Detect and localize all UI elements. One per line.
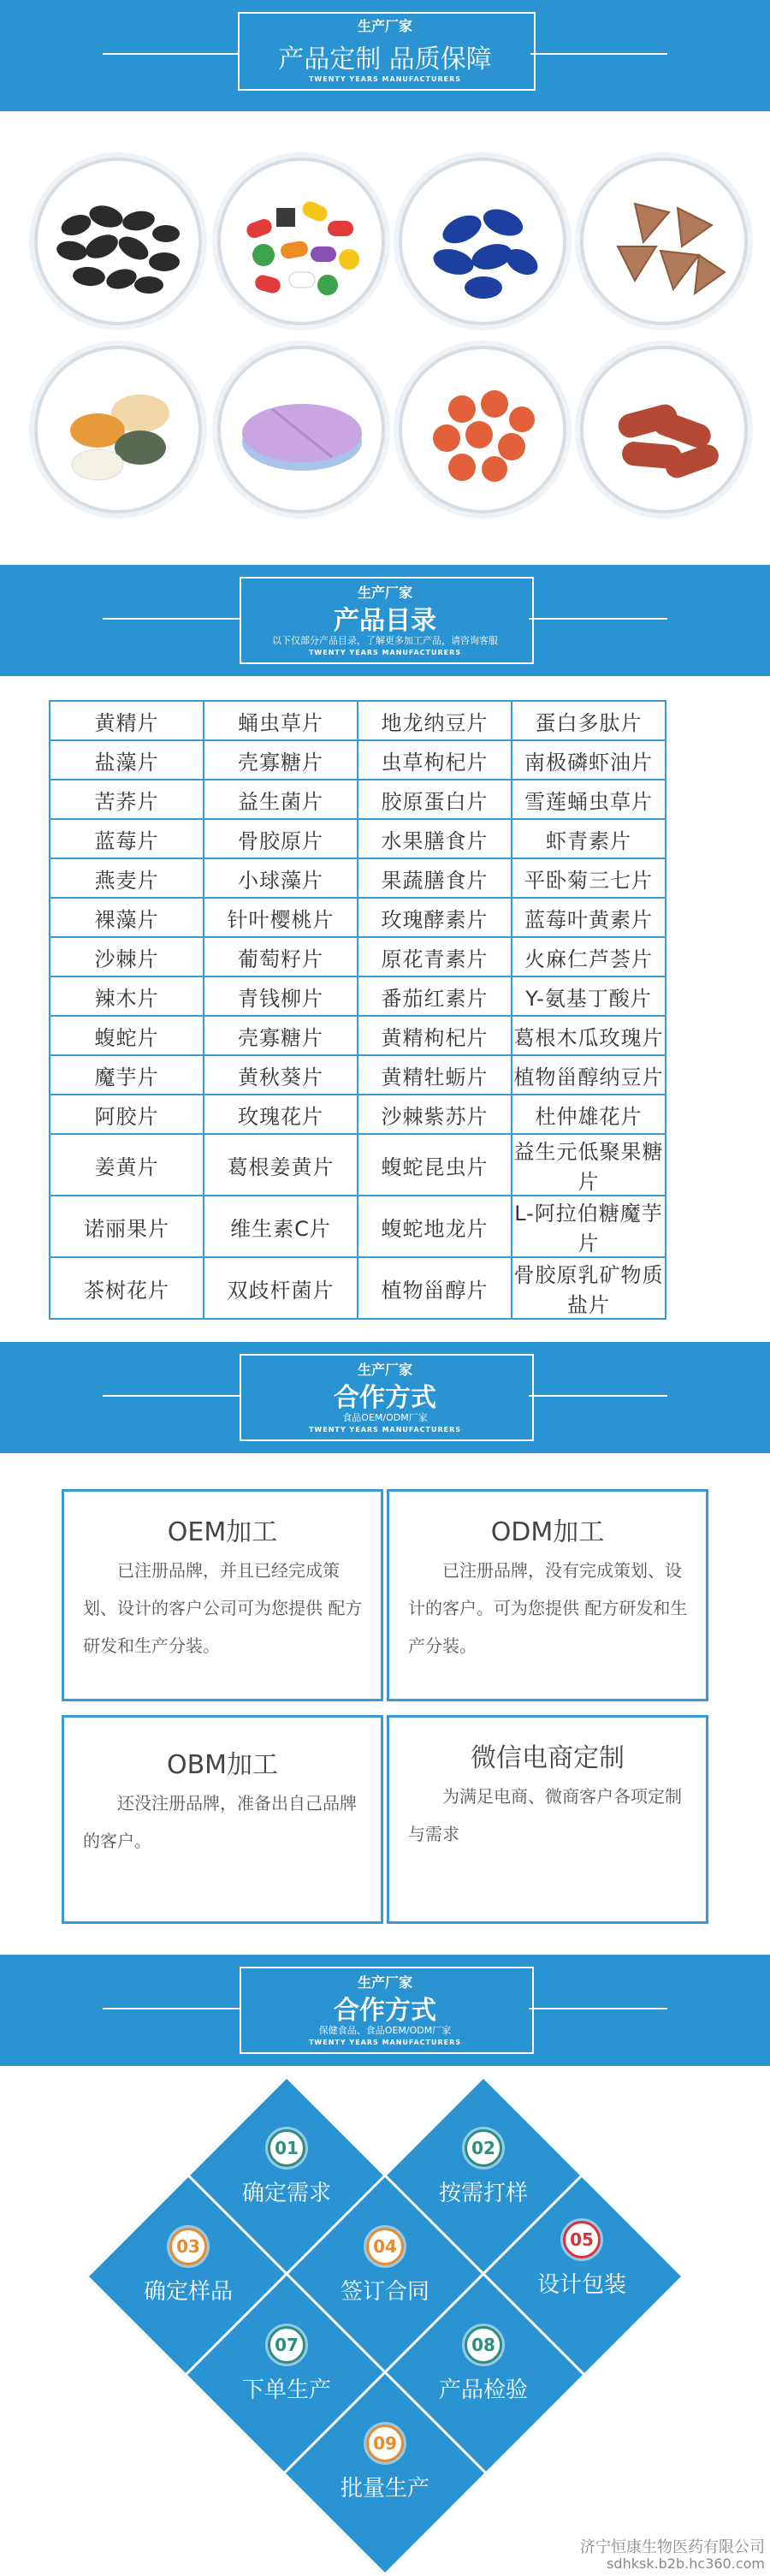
banner-small-title: 生产厂家 <box>357 18 412 34</box>
catalog-item: 蝮蛇昆虫片 <box>358 1134 512 1196</box>
step-number: 08 <box>465 2326 502 2364</box>
footer-site: sdhksk.b2b.hc360.com <box>607 2555 765 2572</box>
catalog-item: 平卧菊三七片 <box>512 858 666 898</box>
step-02 <box>381 2129 586 2207</box>
banner-small-title: 生产厂家 <box>357 1974 412 1991</box>
banner-english: TWENTY YEARS MANUFACTURERS <box>308 2039 462 2046</box>
catalog-item: 姜黄片 <box>50 1134 204 1196</box>
coop-desc: 已注册品牌，没有完成策划、设计的客户。可为您提供 配方研发和生产分装。 <box>408 1560 688 1656</box>
product-image-triangle-tablets <box>580 157 748 325</box>
catalog-item: 胶原蛋白片 <box>358 780 512 819</box>
step-05 <box>479 2221 684 2299</box>
catalog-item: 水果膳食片 <box>358 819 512 858</box>
catalog-item: 玫瑰酵素片 <box>358 898 512 937</box>
banner-english: TWENTY YEARS MANUFACTURERS <box>308 649 462 656</box>
catalog-item: 茶树花片 <box>50 1257 204 1319</box>
catalog-item: 杜仲雄花片 <box>512 1095 666 1134</box>
step-label: 下单生产 <box>241 2377 331 2403</box>
catalog-item: 地龙纳豆片 <box>358 701 512 740</box>
catalog-row <box>50 780 666 819</box>
step-label: 设计包装 <box>536 2272 626 2298</box>
catalog-row <box>50 1196 666 1257</box>
step-07 <box>184 2326 389 2404</box>
catalog-item: 虫草枸杞片 <box>358 740 512 780</box>
coop-box-obm <box>62 1715 383 1924</box>
banner-english: TWENTY YEARS MANUFACTURERS <box>308 75 462 83</box>
catalog-item: 植物甾醇纳豆片 <box>512 1055 666 1095</box>
catalog-item: 骨胶原乳矿物质盐片 <box>512 1257 666 1319</box>
catalog-item: 黄秋葵片 <box>204 1055 358 1095</box>
catalog-item: 葛根木瓜玫瑰片 <box>512 1016 666 1055</box>
coop-box-oem <box>62 1489 383 1701</box>
step-number: 01 <box>268 2129 305 2167</box>
catalog-item: 原花青素片 <box>358 937 512 976</box>
step-number: 03 <box>169 2228 207 2265</box>
catalog-row <box>50 1055 666 1095</box>
banner-big-title: 产品目录 <box>334 606 436 636</box>
product-image-brown-tablets <box>580 346 748 513</box>
catalog-item: 植物甾醇片 <box>358 1257 512 1319</box>
catalog-item: 雪莲蛹虫草片 <box>512 780 666 819</box>
banner-small-title: 生产厂家 <box>357 585 412 601</box>
step-number: 07 <box>268 2326 305 2364</box>
step-label: 产品检验 <box>438 2377 528 2403</box>
catalog-item: 维生素C片 <box>204 1196 358 1257</box>
catalog-item: 壳寡糖片 <box>204 1016 358 1055</box>
process-diagram <box>0 2071 770 2550</box>
catalog-item: 辣木片 <box>50 976 204 1016</box>
catalog-item: 壳寡糖片 <box>204 740 358 780</box>
catalog-item: 蛋白多肽片 <box>512 701 666 740</box>
step-03 <box>86 2228 291 2306</box>
catalog-item: 葡萄籽片 <box>204 937 358 976</box>
catalog-item: 燕麦片 <box>50 858 204 898</box>
catalog-row <box>50 1257 666 1319</box>
catalog-item: 裸藻片 <box>50 898 204 937</box>
banner-subtitle: 以下仅部分产品目录，了解更多加工产品，请咨询客服 <box>272 635 498 646</box>
banner-quality <box>0 0 770 111</box>
step-number: 04 <box>366 2228 404 2265</box>
step-number: 05 <box>563 2221 601 2258</box>
catalog-item: 骨胶原片 <box>204 819 358 858</box>
catalog-item: 蓝莓叶黄素片 <box>512 898 666 937</box>
coop-title: OBM加工 <box>166 1750 279 1780</box>
catalog-item: 沙棘紫苏片 <box>358 1095 512 1134</box>
catalog-item: 番茄红素片 <box>358 976 512 1016</box>
product-image-orange-tablets <box>399 346 566 513</box>
banner-big-title: 合作方式 <box>334 1383 436 1413</box>
banner-cooperation <box>0 1342 770 1453</box>
catalog-row <box>50 1134 666 1196</box>
banner-big-title: 产品定制 品质保障 <box>278 45 492 74</box>
coop-title: ODM加工 <box>490 1517 605 1547</box>
step-label: 确定样品 <box>143 2279 233 2305</box>
catalog-item: 青钱柳片 <box>204 976 358 1016</box>
catalog-row <box>50 858 666 898</box>
banner-process <box>0 1955 770 2066</box>
coop-title: 微信电商定制 <box>471 1743 625 1773</box>
product-catalog-table <box>49 700 666 1320</box>
step-number: 02 <box>465 2129 502 2167</box>
product-image-mixed-tablets <box>34 346 202 513</box>
coop-box-wechat <box>387 1715 708 1924</box>
step-01 <box>184 2129 389 2207</box>
step-label: 批量生产 <box>340 2476 429 2502</box>
catalog-item: 南极磷虾油片 <box>512 740 666 780</box>
catalog-item: 双歧杆菌片 <box>204 1257 358 1319</box>
catalog-item: 魔芋片 <box>50 1055 204 1095</box>
coop-desc: 为满足电商、微商客户各项定制与需求 <box>408 1786 682 1844</box>
catalog-item: 诺丽果片 <box>50 1196 204 1257</box>
catalog-item: 葛根姜黄片 <box>204 1134 358 1196</box>
catalog-item: 蝮蛇片 <box>50 1016 204 1055</box>
product-image-purple-tablet <box>217 346 385 513</box>
catalog-item: 盐藻片 <box>50 740 204 780</box>
catalog-item: 益生菌片 <box>204 780 358 819</box>
catalog-item: 蝮蛇地龙片 <box>358 1196 512 1257</box>
banner-catalog <box>0 565 770 676</box>
catalog-row <box>50 976 666 1016</box>
coop-desc: 还没注册品牌，准备出自己品牌的客户。 <box>83 1793 357 1851</box>
catalog-row <box>50 740 666 780</box>
catalog-row <box>50 937 666 976</box>
banner-english: TWENTY YEARS MANUFACTURERS <box>308 1426 462 1433</box>
catalog-item: 小球藻片 <box>204 858 358 898</box>
product-image-black-tablets <box>34 157 202 325</box>
catalog-item: 玫瑰花片 <box>204 1095 358 1134</box>
product-image-blue-tablets <box>399 157 566 325</box>
catalog-row <box>50 701 666 740</box>
catalog-row <box>50 1095 666 1134</box>
catalog-item: L-阿拉伯糖魔芋片 <box>512 1196 666 1257</box>
step-08 <box>381 2326 586 2404</box>
banner-big-title: 合作方式 <box>334 1996 436 2026</box>
catalog-item: 黄精牡蛎片 <box>358 1055 512 1095</box>
catalog-row <box>50 898 666 937</box>
catalog-item: 沙棘片 <box>50 937 204 976</box>
catalog-item: 黄精片 <box>50 701 204 740</box>
catalog-item: 苦荞片 <box>50 780 204 819</box>
step-label: 按需打样 <box>438 2181 528 2206</box>
banner-small-title: 生产厂家 <box>357 1362 412 1378</box>
step-number: 09 <box>366 2425 404 2462</box>
catalog-item: 蓝莓片 <box>50 819 204 858</box>
step-09 <box>282 2425 488 2502</box>
catalog-item: 虾青素片 <box>512 819 666 858</box>
banner-subtitle: 保健食品、食品OEM/ODM厂家 <box>318 2025 452 2036</box>
footer-company: 济宁恒康生物医药有限公司 <box>580 2538 765 2556</box>
step-label: 签订合同 <box>340 2279 429 2305</box>
catalog-item: 针叶樱桃片 <box>204 898 358 937</box>
coop-desc: 已注册品牌，并且已经完成策划、设计的客户公司可为您提供 配方研发和生产分装。 <box>83 1560 363 1656</box>
coop-box-odm <box>387 1489 708 1701</box>
catalog-item: 蛹虫草片 <box>204 701 358 740</box>
catalog-item: 阿胶片 <box>50 1095 204 1134</box>
catalog-item: 果蔬膳食片 <box>358 858 512 898</box>
catalog-row <box>50 819 666 858</box>
coop-title: OEM加工 <box>167 1517 278 1547</box>
catalog-item: Y-氨基丁酸片 <box>512 976 666 1016</box>
step-04 <box>282 2228 488 2306</box>
banner-subtitle: 食品OEM/ODM厂家 <box>342 1412 428 1423</box>
catalog-item: 黄精枸杞片 <box>358 1016 512 1055</box>
step-label: 确定需求 <box>241 2181 331 2206</box>
catalog-item: 益生元低聚果糖片 <box>512 1134 666 1196</box>
catalog-row <box>50 1016 666 1055</box>
catalog-item: 火麻仁芦荟片 <box>512 937 666 976</box>
product-image-colorful-pills <box>217 157 385 325</box>
